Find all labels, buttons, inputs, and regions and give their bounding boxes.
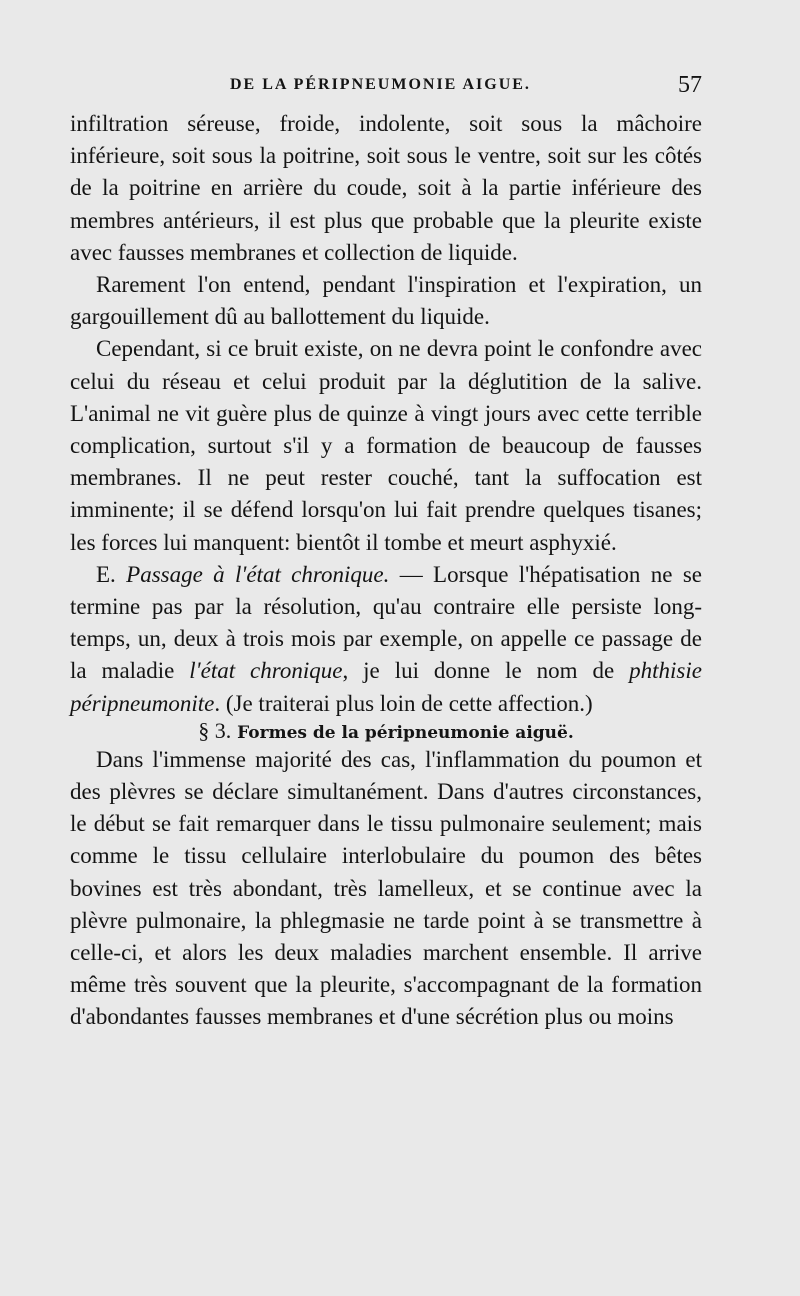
section-title: Formes de la péripneumonie aiguë. bbox=[237, 722, 574, 743]
paragraph-passage-etat-chronique bbox=[70, 559, 702, 720]
para-text: , je lui donne le nom de bbox=[342, 658, 630, 684]
para-label: E. bbox=[96, 561, 116, 587]
para-title: Passage à l'état chronique. bbox=[126, 561, 390, 587]
running-head: DE LA PÉRIPNEUMONIE AIGUE. bbox=[230, 76, 531, 93]
para-text: . (Je traiterai plus loin de cette affection.) bbox=[214, 690, 593, 716]
paragraph-continuation: infiltration séreuse, froide, indolente, soit sous la mâchoire inférieure, soit sous la poitrine, soit sous le ventre, soit sur les côtés de la poitrine en arrière du coude, soit à la partie inférieure des membres antérieurs, il est plus que probable que la pleurite existe avec fausses membranes et collection de liquide. bbox=[70, 111, 702, 265]
page-header bbox=[0, 72, 800, 102]
paragraph-gargouillement: Rarement l'on entend, pendant l'inspiration et l'expiration, un gargouillement dû au ballottement du liquide. bbox=[70, 272, 702, 330]
page-number: 57 bbox=[678, 72, 702, 98]
para-text: — Lorsque l'hépatisation ne se termine pas par la résolution, qu'au contraire elle persiste long-temps, un, deux à trois mois par exemple, on appelle ce passage de la maladie bbox=[70, 561, 703, 684]
para-italic-term: phthisie péripneumonite bbox=[70, 658, 702, 716]
section-symbol: § 3. bbox=[198, 717, 232, 743]
body-text bbox=[70, 108, 702, 1034]
para-italic-term: l'état chronique bbox=[189, 658, 343, 684]
paragraph-formes: Dans l'immense majorité des cas, l'inflammation du poumon et des plèvres se déclare simultanément. Dans d'autres circonstances, le début se fait remarquer dans le tissu pulmonaire seulement; mais comme le tissu cellulaire interlobulaire du poumon des bêtes bovines est très abondant, très lamelleux, et se continue avec la plèvre pulmonaire, la phlegmasie ne tarde point à se transmettre à celle-ci, et alors les deux maladies marchent ensemble. Il arrive même très souvent que la pleurite, s'accompagnant de la formation d'abondantes fausses membranes et d'une sécrétion plus ou moins bbox=[70, 746, 702, 1030]
section-heading bbox=[70, 717, 702, 744]
paragraph-cependant: Cependant, si ce bruit existe, on ne devra point le confondre avec celui du réseau et celui produit par la déglutition de la salive. L'animal ne vit guère plus de quinze à vingt jours avec cette terrible complication, surtout s'il y a formation de beaucoup de fausses membranes. Il ne peut rester couché, tant la suffocation est imminente; il se défend lorsqu'on lui fait prendre quelques tisanes; les forces lui manquent: bientôt il tombe et meurt asphyxié. bbox=[70, 336, 702, 555]
